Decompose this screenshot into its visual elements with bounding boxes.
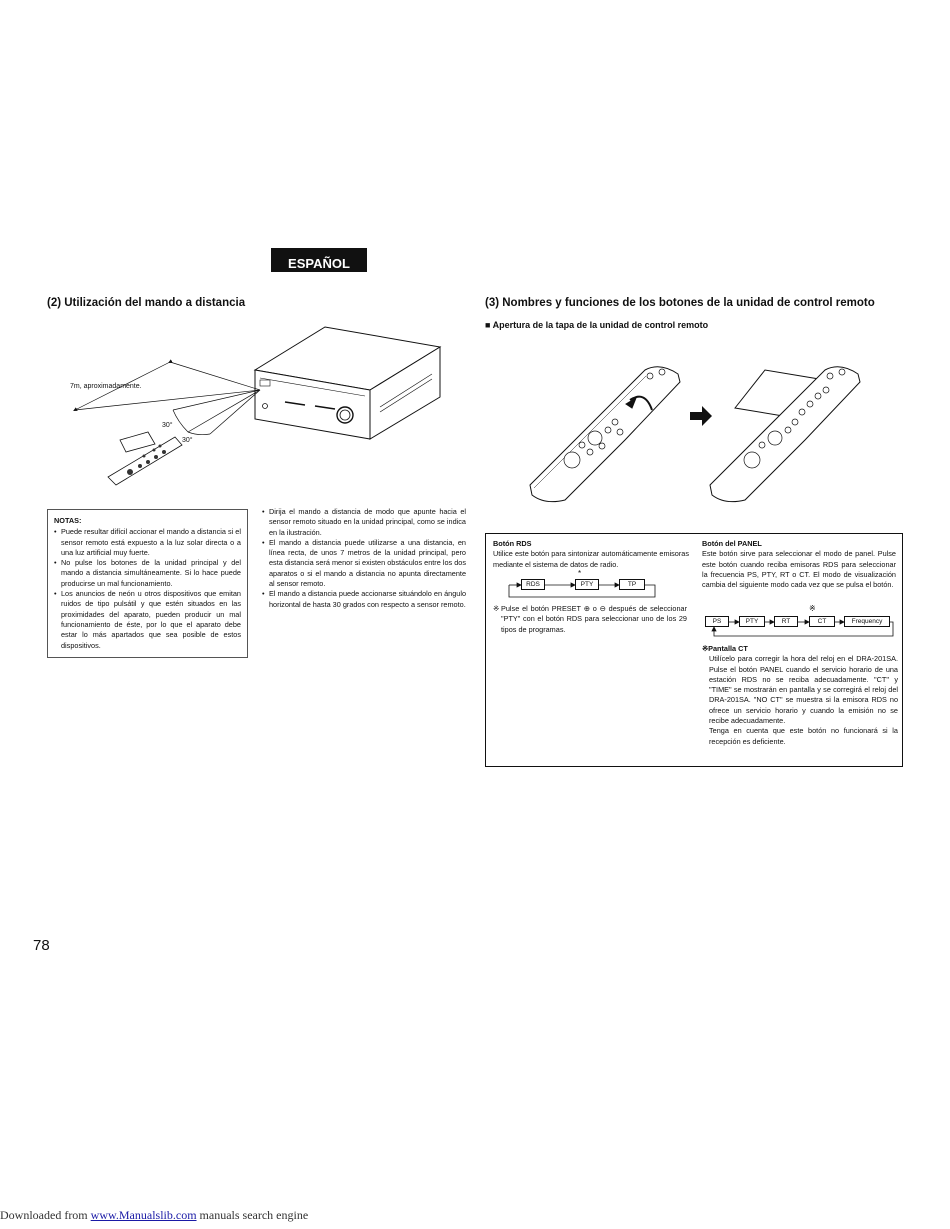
flow-box-pty: PTY bbox=[575, 579, 599, 590]
list-item: • El mando a distancia puede accionarse situándolo en ángulo horizontal de hasta 30 grados con respecto a sensor remoto. bbox=[262, 589, 466, 610]
panel-heading: Botón del PANEL bbox=[702, 539, 762, 548]
remote-control-illustration bbox=[108, 432, 182, 485]
list-item: • Dirija el mando a distancia de modo que apunte hacia el sensor remoto situado en la unidad principal, como se indica en la ilustración. bbox=[262, 507, 466, 538]
list-item: • Puede resultar difícil accionar el mando a distancia si el sensor remoto está expuesto a la luz solar directa o a una luz artificial muy fuerte. bbox=[54, 527, 241, 558]
rds-note-text: Pulse el botón PRESET ⊕ o ⊖ después de seleccionar "PTY" con el botón RDS para seleccionar uno de los 29 tipos de programas. bbox=[501, 604, 687, 634]
remote-open-illustration bbox=[710, 367, 860, 502]
panel-column bbox=[702, 539, 896, 590]
arrow-right-icon bbox=[690, 406, 712, 426]
list-item: • No pulse los botones de la unidad principal y del mando a distancia simultáneamente. Si lo hace puede producirse un mal funcionamiento. bbox=[54, 558, 241, 589]
flow-box-pty: PTY bbox=[739, 616, 765, 627]
list-item: • Los anuncios de neón u otros dispositivos que emitan ruidos de tipo pulsátil y que estén situados en las proximidades del aparato, pueden producir un mal funcionamiento de éste, por lo que el aparato debe estar lo más apartados que sea posible de estos dispositivos. bbox=[54, 589, 241, 651]
ct-description: Utilícelo para corregir la hora del reloj en el DRA-201SA. Pulse el botón PANEL cuando el servicio horario de una estación RDS no se reciba adecuadamente. "CT" y "TIME" se mostrarán en pantalla y se corregirá el reloj del DRA-201SA. "NO CT" se muestra si la emisora RDS no ofrece un servicio horario y cuando la emisión no se recibe adecuadamente. bbox=[709, 654, 898, 726]
rds-flow-asterisk: * bbox=[578, 569, 582, 578]
rds-column bbox=[493, 539, 689, 570]
receiver-unit-illustration bbox=[255, 327, 440, 439]
language-tab-label: ESPAÑOL bbox=[288, 256, 350, 271]
notes-box bbox=[47, 509, 248, 658]
flow-box-ps: PS bbox=[705, 616, 729, 627]
flow-box-rds: RDS bbox=[521, 579, 545, 590]
footer-suffix: manuals search engine bbox=[196, 1208, 309, 1222]
rds-heading: Botón RDS bbox=[493, 539, 532, 548]
list-item: • El mando a distancia puede utilizarse a una distancia, en línea recta, de unos 7 metros de la unidad principal, pero esta distancia será menor si existen obstáculos entre los dos aparatos o si el mando a distancia no apunta directamente al sensor remoto. bbox=[262, 538, 466, 589]
angle-label-top: 30° bbox=[162, 422, 173, 429]
rds-note bbox=[493, 604, 687, 635]
remote-cover-illustration bbox=[520, 360, 870, 508]
remote-closed-illustration bbox=[530, 367, 680, 502]
panel-flow-asterisk: ※ bbox=[809, 604, 816, 613]
footer-prefix: Downloaded from bbox=[0, 1208, 91, 1222]
distance-label: 7m, aproximadamente. bbox=[70, 383, 142, 390]
footer-link[interactable]: www.Manualslib.com bbox=[90, 1208, 197, 1222]
usage-tips bbox=[262, 507, 466, 610]
panel-flow-diagram bbox=[702, 606, 898, 642]
notes-heading: NOTAS: bbox=[54, 516, 82, 525]
language-tab bbox=[271, 248, 367, 272]
flow-box-rt: RT bbox=[774, 616, 798, 627]
remote-range-diagram bbox=[60, 322, 450, 492]
rds-description: Utilice este botón para sintonizar automáticamente emisoras mediante el sistema de datos de radio. bbox=[493, 549, 689, 569]
flow-box-tp: TP bbox=[619, 579, 645, 590]
rds-flow-diagram bbox=[493, 570, 689, 600]
page-number: 78 bbox=[33, 937, 50, 954]
flow-box-ct: CT bbox=[809, 616, 835, 627]
notes-list bbox=[54, 527, 241, 651]
angle-label-bottom: 30° bbox=[182, 437, 193, 444]
rds-panel-info-box bbox=[485, 533, 903, 767]
flow-box-frequency: Frequency bbox=[844, 616, 890, 627]
section2-title: (2) Utilización del mando a distancia bbox=[47, 297, 246, 309]
ct-warning: Tenga en cuenta que este botón no funcionará si la recepción es deficiente. bbox=[709, 726, 898, 746]
panel-description: Este botón sirve para seleccionar el modo de panel. Pulse este botón cuando reciba emisoras RDS para seleccionar la frecuencia PS, PTY, RT o CT. El modo de visualización cambia del siguiente modo cada vez que se pulsa el botón. bbox=[702, 549, 896, 590]
ct-section bbox=[702, 644, 898, 747]
rds-note-mark: ※ bbox=[493, 604, 500, 613]
section3-subtitle: ■ Apertura de la tapa de la unidad de control remoto bbox=[485, 320, 709, 330]
section3-title: (3) Nombres y funciones de los botones de la unidad de control remoto bbox=[485, 297, 875, 309]
footer bbox=[0, 1208, 308, 1223]
ct-heading: ※Pantalla CT bbox=[702, 644, 748, 653]
